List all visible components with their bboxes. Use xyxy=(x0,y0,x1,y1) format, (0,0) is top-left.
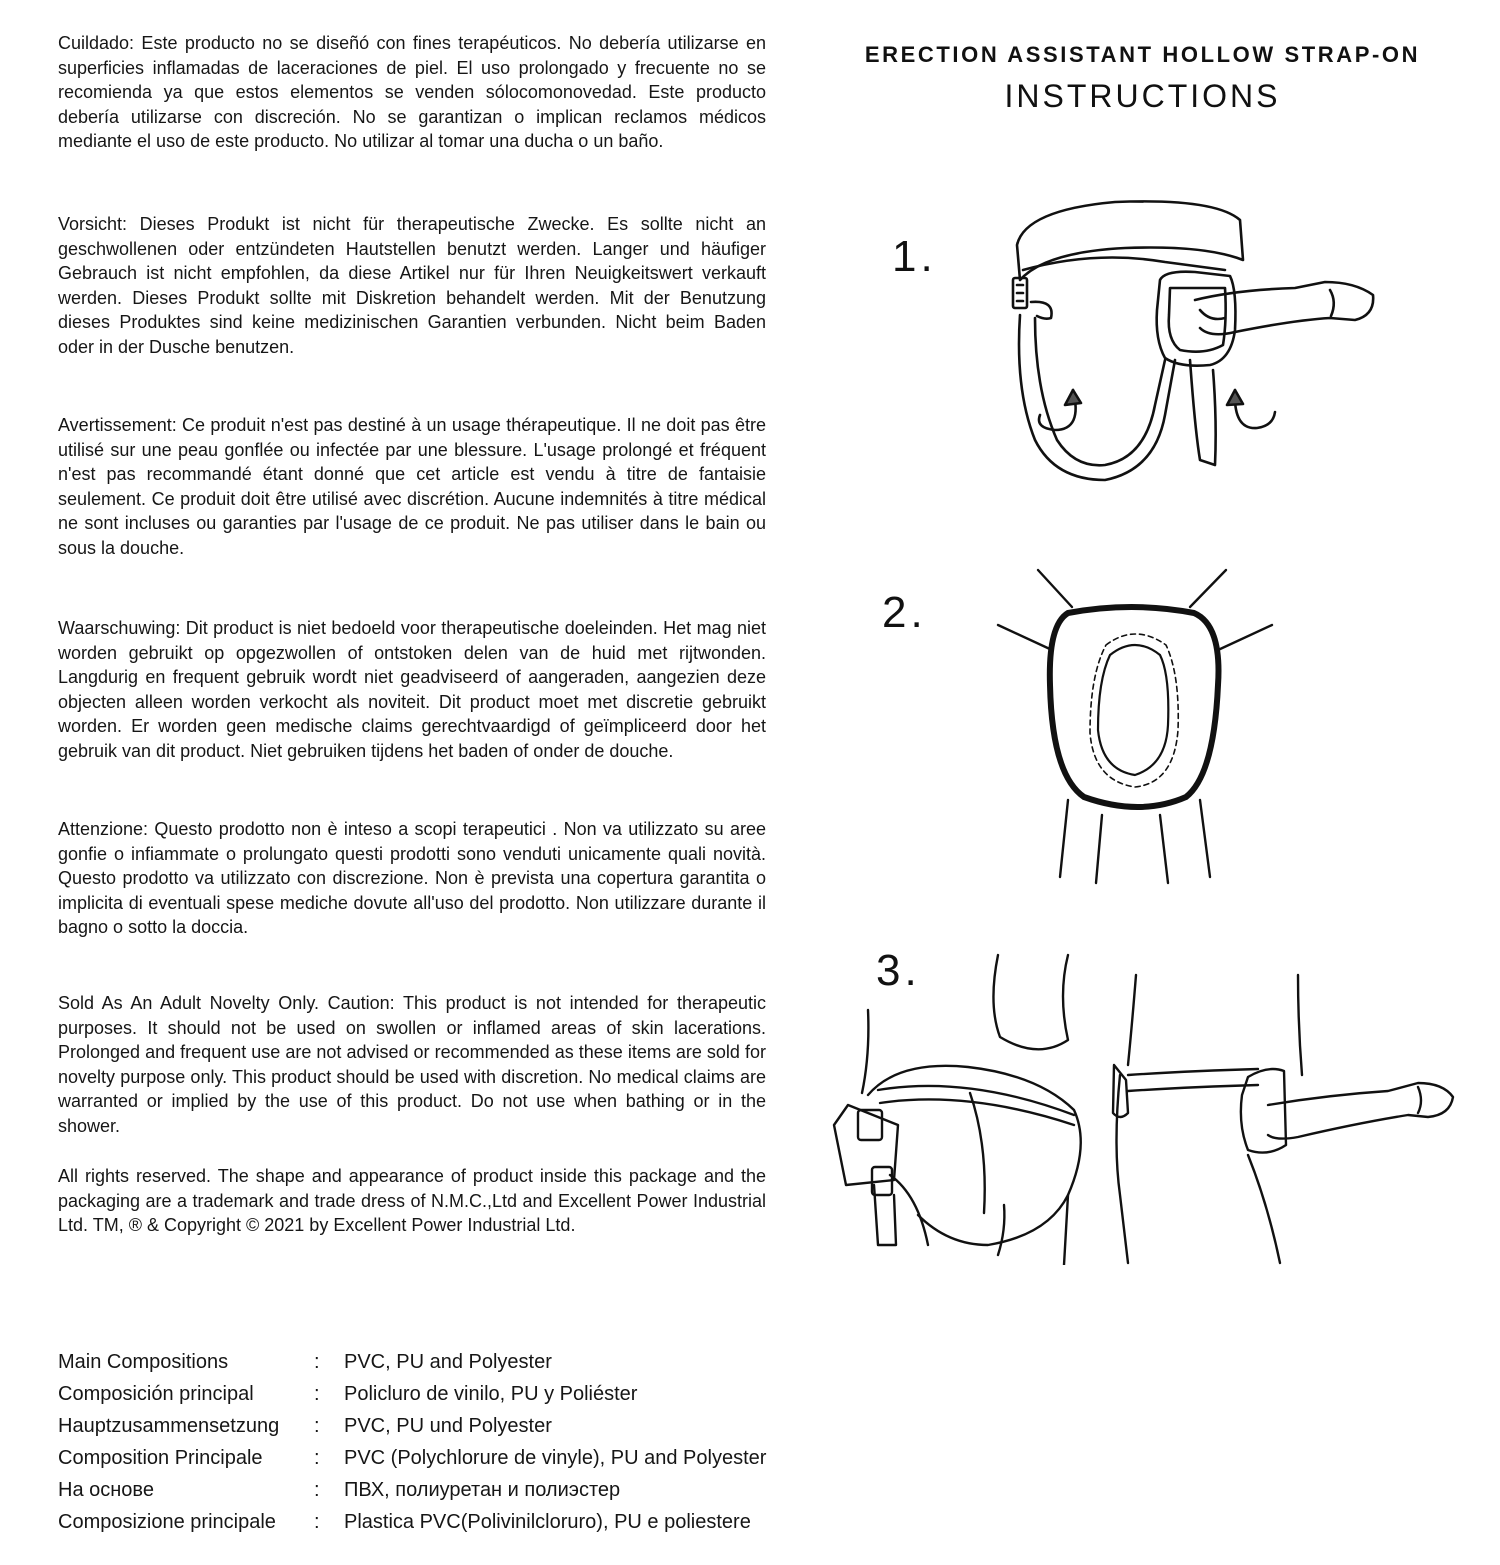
composition-separator: : xyxy=(314,1414,320,1437)
dildo-shaft xyxy=(1195,282,1373,334)
composition-label: Composition Principale xyxy=(58,1446,263,1469)
composition-row-de xyxy=(58,1410,766,1442)
step-number-3: 3. xyxy=(876,946,921,995)
composition-separator: : xyxy=(314,1510,320,1533)
composition-value: PVC, PU and Polyester xyxy=(344,1350,552,1373)
side-buckle-icon xyxy=(834,1105,898,1245)
ring-opening xyxy=(1098,645,1168,775)
warning-text-en: Sold As An Adult Novelty Only. Caution: This product is not intended for therapeutic purposes. It should not be used on swollen or inflamed areas of skin lacerations. Prolonged and frequent use are not advised or recommended as these items are sold for novelty purpose only. This product should be used with discretion. No medical claims are warranted or implied by the use of this product. Do not use when bathing or in the shower. xyxy=(58,993,766,1136)
composition-label: Composición principal xyxy=(58,1382,254,1405)
composition-separator: : xyxy=(314,1446,320,1469)
composition-row-en xyxy=(58,1346,766,1378)
composition-value: Policluro de vinilo, PU y Poliéster xyxy=(344,1382,638,1405)
leg-straps xyxy=(1019,315,1216,480)
composition-value: ПВХ, полиуретан и полиэстер xyxy=(344,1478,621,1501)
instructions-heading: INSTRUCTIONS xyxy=(1004,78,1281,114)
strap-lines xyxy=(998,570,1272,883)
side-dildo-shaft xyxy=(1268,1083,1453,1139)
warning-text-nl: Waarschuwing: Dit product is niet bedoeld voor therapeutische doeleinden. Het mag niet worden gebruikt op opgezwollen of ontstoken delen van de huid met rijtwonden. Langdurig en frequent gebruik wordt niet geadviseerd of aangeraden, aangezien deze objecten alleen worden verkocht als noviteit. Dit product moet met discretie gebruikt worden. Er worden geen medische claims gerechtvaardigd of geïmpliceerd door het gebruik van dit product. Niet gebruiken tijdens het baden of onder de douche. xyxy=(58,618,766,761)
step-number-2: 2. xyxy=(882,588,927,637)
step-3-illustration xyxy=(828,945,1458,1265)
side-view-figure xyxy=(1113,975,1302,1263)
composition-separator: : xyxy=(314,1478,320,1501)
composition-row-fr xyxy=(58,1442,766,1474)
composition-label: Composizione principale xyxy=(58,1510,276,1533)
composition-label: На основе xyxy=(58,1478,154,1501)
warning-text-de: Vorsicht: Dieses Produkt ist nicht für therapeutische Zwecke. Es sollte nicht an geschwollenen oder entzündeten Hautstellen benutzt werden. Langer und häufiger Gebrauch ist nicht empfohlen, da diese Artikel nur für Ihren Neuigkeitswert verkauft werden. Dieses Produkt sollte mit Diskretion behandelt werden. Mit der Benutzung dieses Produktes sind keine medizinischen Garantien verbunden. Nicht beim Baden oder in der Dusche benutzen. xyxy=(58,214,766,357)
composition-label: Main Compositions xyxy=(58,1350,229,1373)
composition-row-es xyxy=(58,1378,766,1410)
step-2-illustration xyxy=(990,565,1280,885)
step-1-illustration xyxy=(995,190,1385,490)
copyright-text: All rights reserved. The shape and appearance of product inside this package and the packaging are a trademark and trade dress of N.M.C.,Ltd and Excellent Power Industrial Ltd. TM, ® & Copyright © 2021 by Excellent Power Industrial Ltd. xyxy=(58,1166,766,1236)
warning-text-fr: Avertissement: Ce produit n'est pas destiné à un usage thérapeutique. Il ne doit pas être utilisé sur une peau gonflée ou infectée par une blessure. L'usage prolongé et fréquent n'est pas recommandé étant donné que cet article est vendu à titre de fantaisie seulement. Ce produit doit être utilisé avec discrétion. Aucune indemnités à titre médical ne sont incluses ou garanties par l'usage de ce produit. Ne pas utiliser dans le bain ou sous la douche. xyxy=(58,415,766,558)
front-plate-outline xyxy=(1050,607,1219,807)
composition-value: Plastica PVC(Polivinilcloruro), PU e poliestere xyxy=(344,1510,751,1533)
buckle-icon xyxy=(1013,278,1052,319)
harness-waistband xyxy=(1017,201,1243,280)
composition-value: PVC (Polychlorure de vinyle), PU and Polyester xyxy=(344,1446,767,1469)
stitching-line xyxy=(1090,634,1178,787)
warning-text-es: Cuildado: Este producto no se diseñó con fines terapéuticos. No debería utilizarse en superficies inflamadas de laceraciones de piel. El uso prolongado y frecuente no se recomienda ya que estos elementos se venden sólocomonovedad. Este producto debería utilizarse con discreción. No se garantizan o implican reclamos médicos mediante el uso de este producto. No utilizar al tomar una ducha o un baño. xyxy=(58,33,766,152)
side-o-ring-plate xyxy=(1241,1069,1286,1153)
composition-value: PVC, PU und Polyester xyxy=(344,1414,552,1437)
product-title: ERECTION ASSISTANT HOLLOW STRAP-ON xyxy=(864,42,1421,67)
warning-text-it: Attenzione: Questo prodotto non è inteso a scopi terapeutici . Non va utilizzato su aree gonfie o infiammate o prolungato questi prodotti sono venduti unicamente quali novità. Questo prodotto va utilizzato con discrezione. Non è prevista una copertura garantita o implicita di eventuali spese mediche dovute all'uso del prodotto. Non utilizzare durante il bagno o sotto la doccia. xyxy=(58,819,766,938)
arrow-right-icon xyxy=(1227,390,1275,428)
composition-row-it xyxy=(58,1506,766,1538)
composition-label: Hauptzusammensetzung xyxy=(58,1414,280,1437)
compositions-table xyxy=(58,1346,766,1538)
composition-separator: : xyxy=(314,1382,320,1405)
step-number-1: 1. xyxy=(892,232,937,281)
composition-row-ru xyxy=(58,1474,766,1506)
composition-separator: : xyxy=(314,1350,320,1373)
